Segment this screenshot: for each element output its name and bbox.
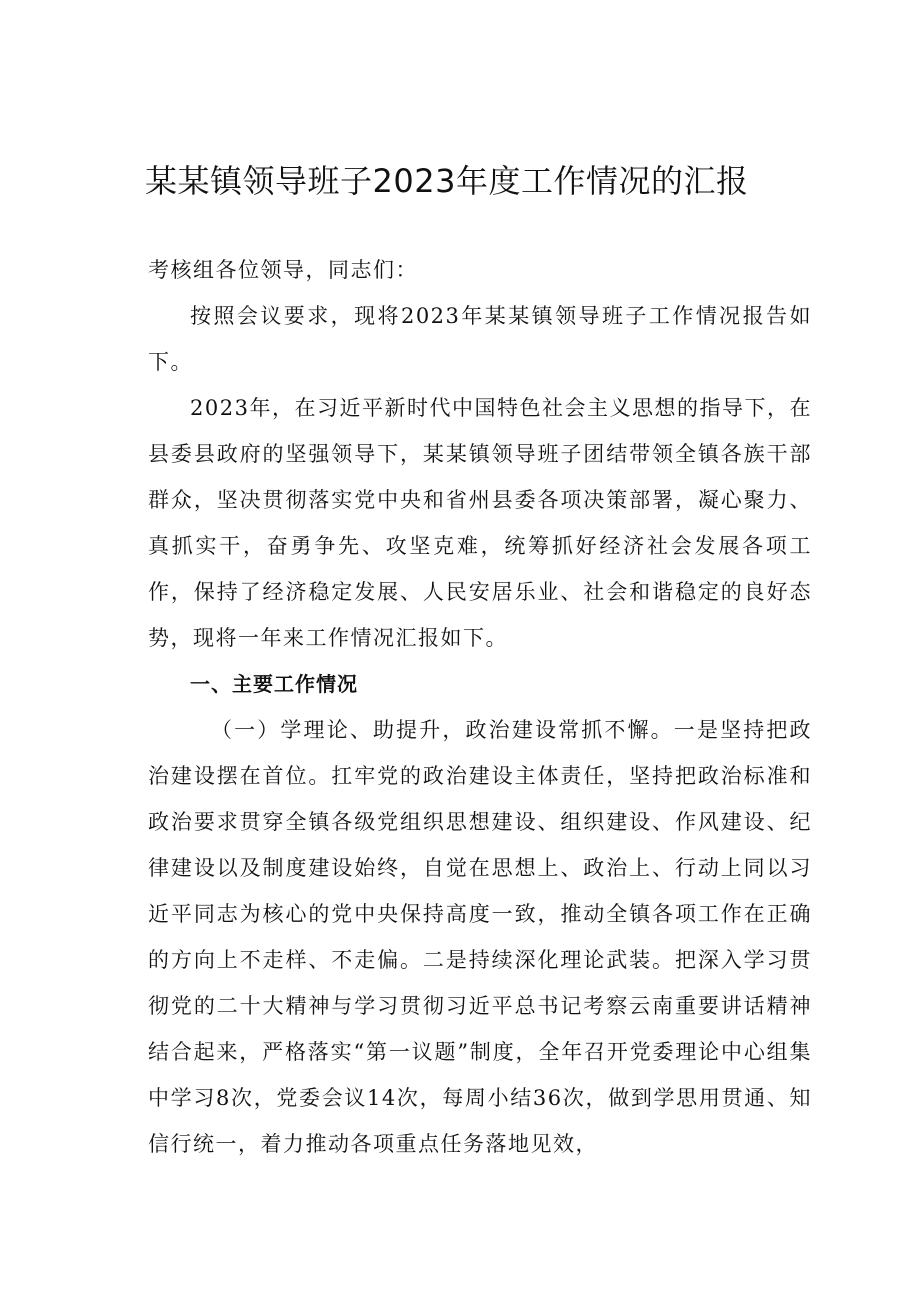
document-body — [148, 247, 812, 1167]
document-title: 某某镇领导班子2023年度工作情况的汇报 — [145, 162, 749, 200]
overview-paragraph: 2023年，在习近平新时代中国特色社会主义思想的指导下，在县委县政府的坚强领导下，某某镇领导班子团结带领全镇各族干部群众，坚决贯彻落实党中央和省州县委各项决策部署，凝心聚力、真抓实干，奋勇争先、攻坚克难，统筹抓好经济社会发展各项工作，保持了经济稳定发展、人民安居乐业、社会和谐稳定的良好态势，现将一年来工作情况汇报如下。 — [148, 396, 812, 650]
intro-paragraph: 按照会议要求，现将2023年某某镇领导班子工作情况报告如下。 — [148, 304, 812, 374]
salutation: 考核组各位领导，同志们： — [148, 258, 418, 282]
section-paragraph: （一）学理论、助提升，政治建设常抓不懈。一是坚持把政治建设摆在首位。扛牢党的政治建设主体责任，坚持把政治标准和政治要求贯穿全镇各级党组织思想建设、组织建设、作风建设、纪律建设以及制度建设始终，自觉在思想上、政治上、行动上同以习近平同志为核心的党中央保持高度一致，推动全镇各项工作在正确的方向上不走样、不走偏。二是持续深化理论武装。把深入学习贯彻党的二十大精神与学习贯彻习近平总书记考察云南重要讲话精神结合起来，严格落实“第一议题”制度，全年召开党委理论中心组集中学习8次，党委会议14次，每周小结36次，做到学思用贯通、知信行统一，着力推动各项重点任务落地见效， — [148, 718, 812, 1156]
section-heading: 一、主要工作情况 — [190, 672, 358, 696]
